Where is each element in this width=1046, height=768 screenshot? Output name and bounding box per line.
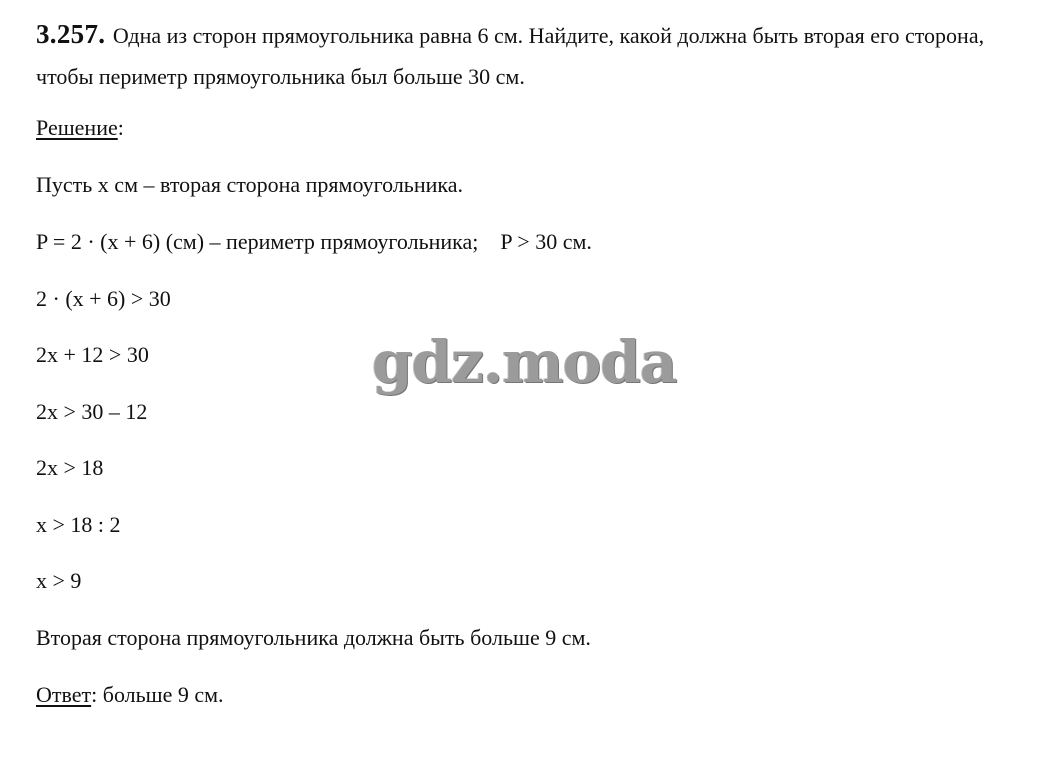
watermark-logo: gdz.moda (372, 328, 677, 396)
answer-line (36, 681, 224, 709)
solution-heading-colon: : (117, 115, 124, 140)
problem-number: 3.257. (36, 19, 106, 49)
let-statement: Пусть x см – вторая сторона прямоугольника. (36, 172, 464, 197)
step-line: x > 18 : 2 (36, 512, 121, 537)
perimeter-line (36, 228, 592, 256)
conclusion: Вторая сторона прямоугольника должна быть больше 9 см. (36, 625, 591, 650)
perimeter-expression: P = 2 · (x + 6) (см) – периметр прямоугольника; (36, 229, 479, 254)
step-line: x > 9 (36, 568, 82, 593)
step-line: 2x > 30 – 12 (36, 399, 148, 424)
step-line: 2x + 12 > 30 (36, 342, 149, 367)
answer-label: Ответ (36, 682, 92, 707)
problem-block (36, 14, 1026, 97)
step-line: 2 · (x + 6) > 30 (36, 286, 171, 311)
problem-statement (36, 14, 1026, 97)
answer-text: : больше 9 см. (91, 682, 224, 707)
solution-heading (36, 114, 124, 142)
problem-text: Одна из сторон прямоугольника равна 6 см. Найдите, какой должна быть вторая его сторона, чтобы периметр прямоугольника был больше 30 см. (36, 23, 985, 89)
perimeter-condition: P > 30 см. (500, 229, 592, 254)
solution-heading-label: Решение (36, 115, 118, 140)
step-line: 2x > 18 (36, 455, 104, 480)
